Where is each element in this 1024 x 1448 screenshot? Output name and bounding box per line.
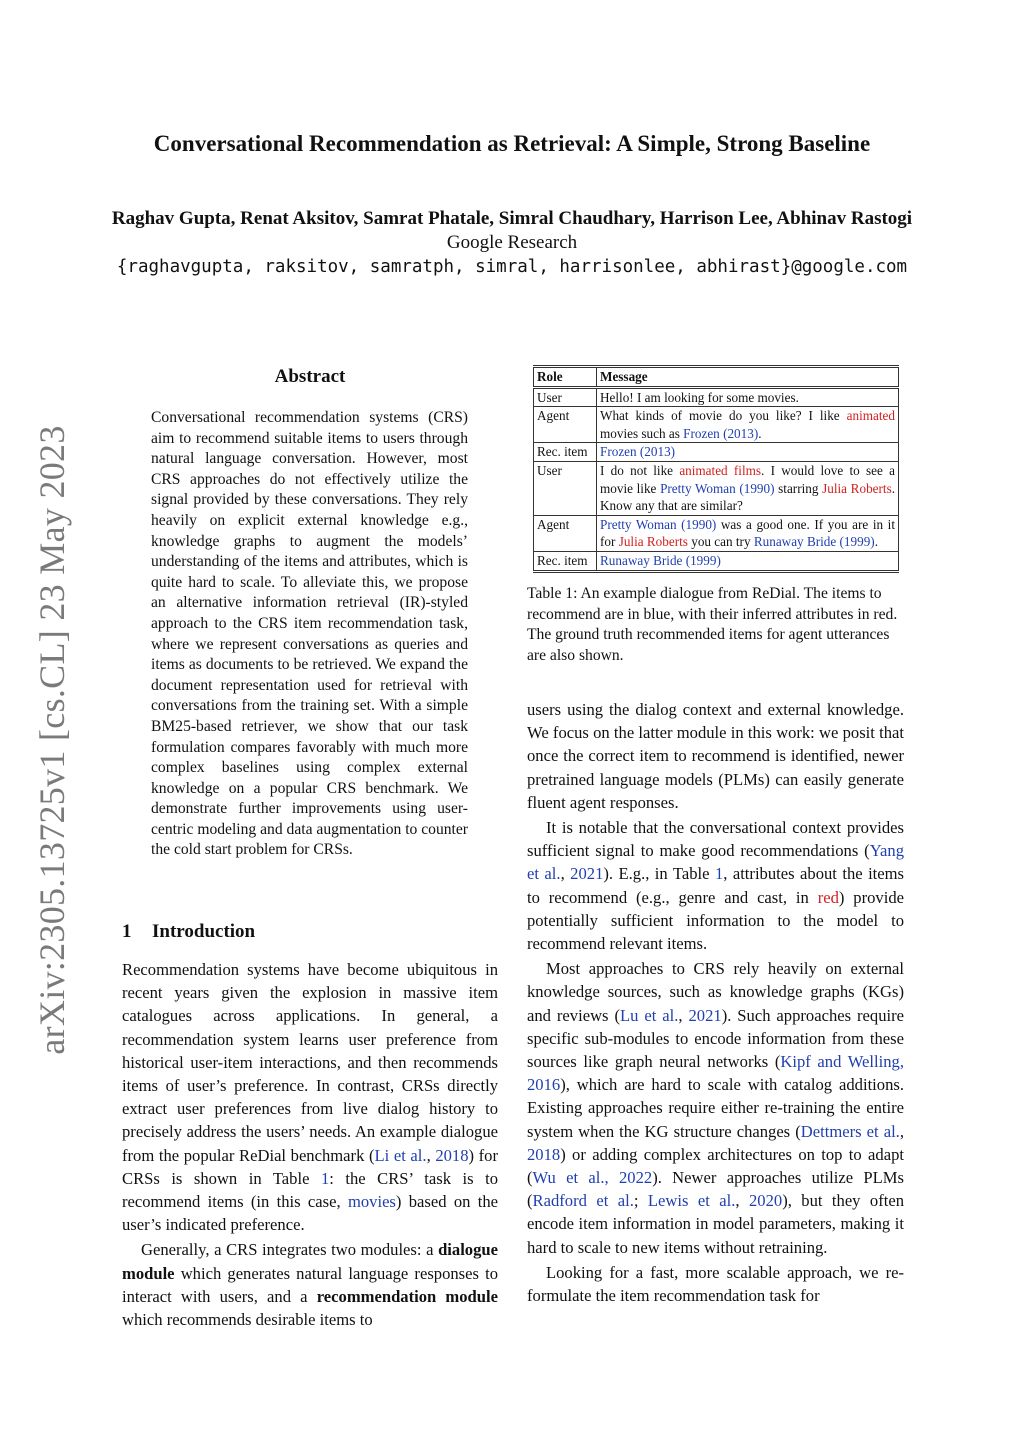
recommended-item: Frozen (2013) — [683, 425, 759, 441]
citation-link[interactable]: Wu et al., 2022 — [532, 1168, 653, 1188]
text-run: : the CRS’ task is to recommend items (in this case, — [122, 1168, 498, 1212]
recommended-item: Runaway Bride (1999) — [753, 534, 875, 550]
text-run: which generates natural language responses to interact with users, and a — [122, 1263, 498, 1306]
message-text: I do not like — [600, 462, 680, 478]
abstract-text: Conversational recommendation systems (CRS) aim to recommend suitable items to users through natural language conversation. However, most CRS approaches do not effectively utilize the signal provided by these conversations. They rely heavily on explicit external knowledge e.g., knowledge graphs to augment the models’ understanding of the items and attributes, which is quite hard to scale. To alleviate this, we propose an alternative information retrieval (IR)-styled approach to the CRS item recommendation task, where we represent conversations as queries and items as documents to be retrieved. We expand the document representation used for retrieval with conversations from the training set. With a simple BM25-based retriever, we show that our task formulation compares favorably with much more complex baselines using complex external knowledge on a popular CRS benchmark. We demonstrate further improvements using user-centric modeling and data augmentation to counter the cold start problem for CRSs. — [151, 409, 468, 859]
text-run: , — [899, 1121, 904, 1141]
dialogue-message — [597, 443, 899, 462]
right-paragraph-1: users using the dialog context and external knowledge. We focus on the latter module in this work: we posit that once the correct item to recommend is identified, newer pretrained language models (PLMs) can easily generate fluent agent responses. — [527, 700, 904, 812]
citation-link[interactable]: Dettmers et al. — [800, 1121, 900, 1141]
highlighted-term: red — [817, 887, 839, 907]
text-run: Generally, a CRS integrates two modules: a — [141, 1240, 439, 1260]
dialogue-role: User — [534, 387, 597, 407]
abstract-heading: Abstract — [274, 366, 346, 387]
text-run: ) or adding complex architectures on top to adapt ( — [527, 1144, 904, 1188]
bold-term: recommendation module — [316, 1286, 498, 1306]
text-run: ), but they often encode item information in model parameters, making it hard to scale to new items without retraining. — [527, 1191, 905, 1257]
text-run: , — [560, 864, 571, 884]
dialogue-row — [534, 443, 899, 462]
dialogue-row — [534, 461, 899, 515]
recommended-item: Pretty Woman (1990) — [660, 480, 775, 496]
table-reference-link[interactable]: 1 — [320, 1168, 330, 1188]
highlighted-term: movies — [347, 1192, 396, 1212]
message-text: . Know any that are similar? — [600, 480, 895, 514]
text-run: ). Such approaches require specific sub-modules to encode information from these sources like graph neural networks ( — [527, 1005, 904, 1072]
message-text: movies such as — [600, 425, 684, 441]
text-run: ). E.g., in Table — [603, 864, 715, 884]
citation-link[interactable]: Yang et al. — [527, 841, 904, 884]
citation-link[interactable]: Lewis et al. — [647, 1191, 736, 1211]
text-run: , — [678, 1005, 689, 1025]
arxiv-identifier-stamp: arXiv:2305.13725v1 [cs.CL] 23 May 2023 — [32, 425, 72, 1055]
citation-link[interactable]: Radford et al. — [532, 1191, 634, 1211]
right-column-body — [527, 698, 904, 1307]
dialogue-row — [534, 515, 899, 551]
table-reference-link[interactable]: 1 — [714, 864, 724, 884]
message-text: . — [758, 425, 762, 441]
message-text: Hello! I am looking for some movies. — [600, 389, 799, 405]
author-list: Raghav Gupta, Renat Aksitov, Samrat Phatale, Simral Chaudhary, Harrison Lee, Abhinav Rastogi — [111, 208, 913, 229]
dialogue-row — [534, 551, 899, 571]
recommended-item: Pretty Woman (1990) — [600, 516, 717, 532]
text-run: Recommendation systems have become ubiquitous in recent years given the explosion in massive item catalogues across applications. In general, a recommendation system learns user preference from historical user-item interactions, and then recommends items of user’s preference. In contrast, CRSs directly extract user preferences from live dialog history to precisely address the users’ needs. An example dialogue from the popular ReDial benchmark ( — [122, 960, 498, 1165]
text-run: , attributes about the items to recommend (e.g., genre and cast, in — [527, 864, 905, 907]
text-run: which recommends desirable items to — [122, 1310, 373, 1330]
text-run: ), which are hard to scale with catalog additions. Existing approaches require either re-training the entire system when the KG structure changes ( — [527, 1075, 904, 1141]
text-run: ; — [633, 1191, 648, 1211]
text-run: ). Newer approaches utilize PLMs ( — [527, 1168, 904, 1211]
message-text: . I would love to see a movie like — [600, 462, 895, 496]
intro-paragraph-2 — [122, 1238, 498, 1331]
dialogue-table — [533, 365, 899, 573]
dialogue-role: Agent — [534, 407, 597, 443]
text-run: ) provide potentially sufficient information to the model to recommend relevant items. — [527, 887, 904, 954]
citation-link[interactable]: 2021 — [688, 1005, 722, 1025]
citation-link[interactable]: Kipf and Welling, 2016 — [527, 1052, 904, 1095]
dialogue-row — [534, 407, 899, 443]
citation-link[interactable]: Lu et al. — [619, 1005, 679, 1025]
dialogue-message — [597, 515, 899, 551]
item-attribute: animated films — [679, 462, 762, 478]
citation-link[interactable]: 2021 — [570, 864, 604, 884]
bold-term: dialogue module — [122, 1240, 498, 1283]
text-run: ) based on the user’s indicated preference. — [122, 1192, 498, 1235]
recommended-item: Runaway Bride (1999) — [600, 552, 721, 568]
message-text: was a good one. If you are in it for — [600, 516, 896, 550]
item-attribute: Julia Roberts — [822, 480, 892, 496]
introduction-heading — [122, 921, 255, 943]
citation-link[interactable]: 2018 — [527, 1144, 561, 1164]
message-text: you can try — [687, 534, 754, 550]
paper-title: Conversational Recommendation as Retrieval: A Simple, Strong Baseline — [153, 131, 871, 156]
right-paragraph-4: Looking for a fast, more scalable approach, we re-formulate the item recommendation task for — [527, 1262, 904, 1306]
text-run: , — [426, 1145, 436, 1165]
right-paragraph-2 — [527, 816, 904, 955]
citation-link[interactable]: 2018 — [435, 1145, 469, 1165]
citation-link[interactable]: 2020 — [749, 1191, 783, 1211]
text-run: , — [735, 1191, 749, 1211]
section-number: 1 — [122, 921, 132, 942]
header-role: Role — [534, 367, 597, 388]
header-message: Message — [597, 367, 899, 388]
table-header-row — [534, 367, 899, 388]
table-caption: Table 1: An example dialogue from ReDial. The items to recommend are in blue, with their inferred attributes in red. The ground truth recommended items for agent utterances are also shown. — [527, 585, 898, 664]
dialogue-role: Agent — [534, 515, 597, 551]
author-emails: {raghavgupta, raksitov, samratph, simral, harrisonlee, abhirast}@google.com — [116, 257, 908, 277]
dialogue-message — [597, 551, 899, 571]
item-attribute: animated — [846, 408, 895, 424]
dialogue-message — [597, 461, 899, 515]
dialogue-role: Rec. item — [534, 443, 597, 462]
dialogue-message — [597, 387, 899, 407]
dialogue-role: User — [534, 461, 597, 515]
message-text: . — [874, 534, 878, 550]
dialogue-message — [597, 407, 899, 443]
dialogue-row — [534, 387, 899, 407]
text-run: Most approaches to CRS rely heavily on external knowledge sources, such as knowledge graphs (KGs) and reviews ( — [527, 959, 904, 1025]
item-attribute: Julia Roberts — [618, 534, 688, 550]
message-text: starring — [774, 480, 823, 496]
affiliation: Google Research — [446, 232, 578, 253]
right-paragraph-3 — [527, 957, 904, 1259]
text-run: ) for CRSs is shown in Table — [122, 1145, 498, 1188]
intro-paragraph-1 — [122, 958, 498, 1236]
recommended-item: Frozen (2013) — [600, 444, 676, 460]
citation-link[interactable]: Li et al. — [374, 1145, 427, 1165]
text-run: It is notable that the conversational context provides sufficient signal to make good recommendations ( — [527, 818, 904, 861]
dialogue-role: Rec. item — [534, 551, 597, 571]
message-text: What kinds of movie do you like? I like — [600, 408, 847, 424]
section-title: Introduction — [152, 921, 256, 942]
introduction-body — [122, 958, 498, 1331]
